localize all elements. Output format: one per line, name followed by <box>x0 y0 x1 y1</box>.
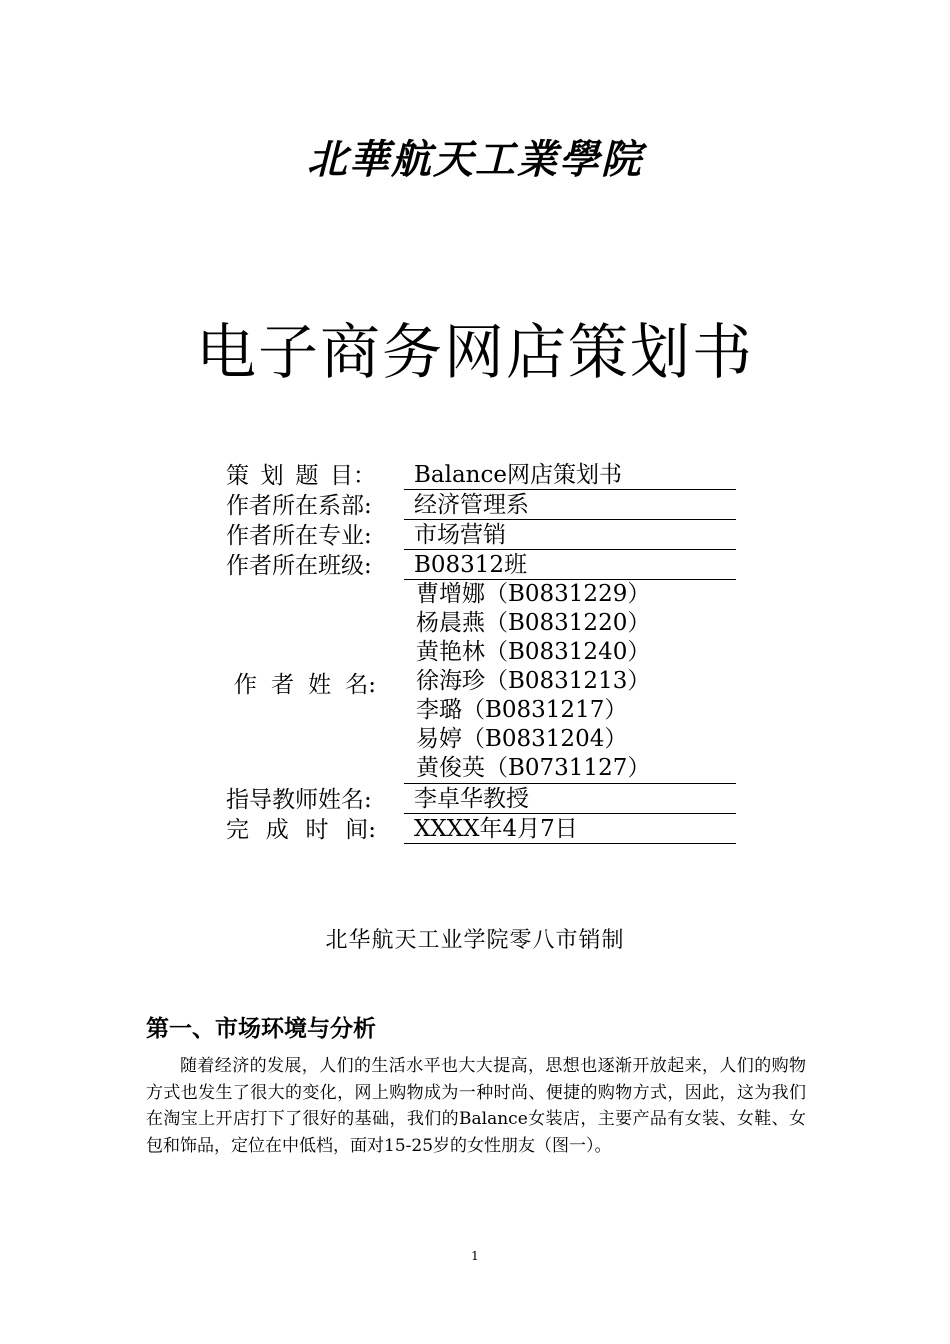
school-name-logo: 北華航天工業學院 <box>307 136 643 183</box>
author-name: 杨晨燕（B0831220） <box>416 610 651 636</box>
major-row <box>226 520 736 550</box>
major-label: 作者所在专业: <box>226 523 372 549</box>
topic-label: 策 划 题 目： <box>226 463 376 489</box>
class-label: 作者所在班级: <box>226 553 372 579</box>
author-name: 李璐（B0831217） <box>416 697 628 723</box>
authors-row <box>226 580 736 784</box>
author-list <box>404 580 736 784</box>
topic-row <box>226 460 736 490</box>
date-value: XXXX年4月7日 <box>404 815 736 844</box>
dept-value: 经济管理系 <box>404 491 736 520</box>
topic-value: Balance网店策划书 <box>404 461 736 490</box>
author-name: 曹增娜（B0831229） <box>416 581 651 607</box>
date-row <box>226 814 736 844</box>
publisher-line: 北华航天工业学院零八市销制 <box>325 928 625 953</box>
section-paragraph: 随着经济的发展，人们的生活水平也大大提高，思想也逐渐开放起来，人们的购物方式也发生了很大的变化，网上购物成为一种时尚、便捷的购物方式，因此，这为我们在淘宝上开店打下了很好的基础，我们的Balance女装店，主要产品有女装、女鞋、女包和饰品，定位在中低档，面对15-25岁的女性朋友（图一）。 <box>146 1056 806 1156</box>
author-name: 易婷（B0831204） <box>416 726 628 752</box>
section-heading: 第一、市场环境与分析 <box>146 1016 376 1042</box>
class-row <box>226 550 736 580</box>
info-table <box>226 460 736 844</box>
date-label: 完 成 时 间: <box>226 817 376 843</box>
document-title: 电子商务网店策划书 <box>196 318 754 388</box>
major-value: 市场营销 <box>404 521 736 550</box>
advisor-label: 指导教师姓名: <box>226 787 372 813</box>
page-number: 1 <box>471 1249 479 1263</box>
dept-row <box>226 490 736 520</box>
author-name: 黄艳林（B0831240） <box>416 639 651 665</box>
class-value: B08312班 <box>404 551 736 580</box>
author-name: 徐海珍（B0831213） <box>416 668 651 694</box>
dept-label: 作者所在系部: <box>226 493 372 519</box>
advisor-value: 李卓华教授 <box>404 785 736 814</box>
author-name: 黄俊英（B0731127） <box>404 754 736 784</box>
authors-label: 作 者 姓 名: <box>234 671 376 698</box>
advisor-row <box>226 784 736 814</box>
